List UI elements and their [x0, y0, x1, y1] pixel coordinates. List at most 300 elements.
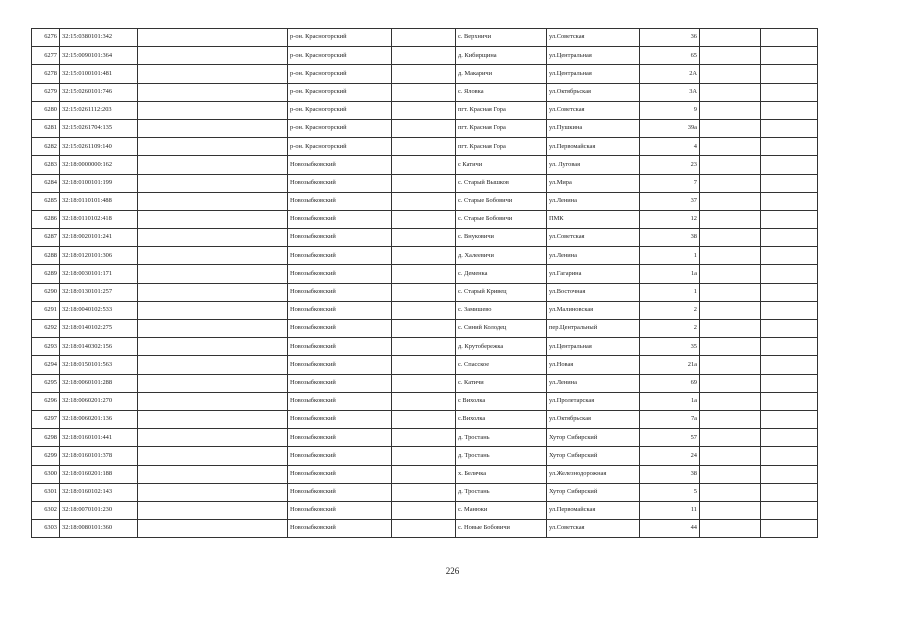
empty-cell: [761, 520, 818, 538]
row-number-cell: 6296: [32, 392, 60, 410]
cadastral-number-cell: 32:18:0060101:288: [60, 374, 138, 392]
table-row: [32, 192, 818, 210]
street-cell: ул. Луговая: [547, 156, 640, 174]
row-number-cell: 6291: [32, 301, 60, 319]
row-number-cell: 6290: [32, 283, 60, 301]
empty-cell: [392, 47, 456, 65]
settlement-cell: пгт. Красная Гора: [456, 101, 547, 119]
empty-cell: [138, 156, 288, 174]
house-number-cell: 35: [640, 338, 700, 356]
empty-cell: [761, 301, 818, 319]
street-cell: ПМК: [547, 210, 640, 228]
row-number-cell: 6300: [32, 465, 60, 483]
empty-cell: [392, 156, 456, 174]
house-number-cell: 12: [640, 210, 700, 228]
street-cell: ул.Малиновская: [547, 301, 640, 319]
row-number-cell: 6286: [32, 210, 60, 228]
empty-cell: [761, 47, 818, 65]
empty-cell: [700, 356, 761, 374]
street-cell: Хутор Сибирский: [547, 447, 640, 465]
empty-cell: [700, 447, 761, 465]
empty-cell: [138, 392, 288, 410]
empty-cell: [761, 429, 818, 447]
row-number-cell: 6302: [32, 501, 60, 519]
row-number-cell: 6279: [32, 83, 60, 101]
settlement-cell: с. Манюки: [456, 501, 547, 519]
house-number-cell: 1: [640, 283, 700, 301]
empty-cell: [761, 29, 818, 47]
house-number-cell: 3А: [640, 83, 700, 101]
empty-cell: [700, 301, 761, 319]
empty-cell: [761, 356, 818, 374]
empty-cell: [761, 320, 818, 338]
cadastral-number-cell: 32:18:0080101:360: [60, 520, 138, 538]
row-number-cell: 6288: [32, 247, 60, 265]
district-cell: Новозыбковский: [288, 320, 392, 338]
house-number-cell: 24: [640, 447, 700, 465]
district-cell: Новозыбковский: [288, 229, 392, 247]
street-cell: ул.Советская: [547, 29, 640, 47]
empty-cell: [761, 192, 818, 210]
cadastral-number-cell: 32:18:0160201:188: [60, 465, 138, 483]
empty-cell: [700, 229, 761, 247]
district-cell: р-он. Красногорский: [288, 83, 392, 101]
house-number-cell: 1а: [640, 265, 700, 283]
empty-cell: [761, 229, 818, 247]
empty-cell: [700, 174, 761, 192]
table-row: [32, 356, 818, 374]
empty-cell: [138, 429, 288, 447]
table-row: [32, 429, 818, 447]
settlement-cell: с. Замишево: [456, 301, 547, 319]
house-number-cell: 2А: [640, 65, 700, 83]
address-register-table: [31, 28, 818, 538]
house-number-cell: 5: [640, 483, 700, 501]
cadastral-number-cell: 32:18:0160102:143: [60, 483, 138, 501]
empty-cell: [138, 101, 288, 119]
cadastral-number-cell: 32:18:0140102:275: [60, 320, 138, 338]
empty-cell: [761, 210, 818, 228]
house-number-cell: 57: [640, 429, 700, 447]
house-number-cell: 38: [640, 229, 700, 247]
empty-cell: [392, 29, 456, 47]
district-cell: Новозыбковский: [288, 392, 392, 410]
empty-cell: [761, 101, 818, 119]
empty-cell: [138, 174, 288, 192]
empty-cell: [138, 301, 288, 319]
cadastral-number-cell: 32:15:0380101:342: [60, 29, 138, 47]
street-cell: ул.Пушкина: [547, 119, 640, 137]
table-row: [32, 301, 818, 319]
empty-cell: [392, 465, 456, 483]
district-cell: Новозыбковский: [288, 192, 392, 210]
row-number-cell: 6298: [32, 429, 60, 447]
empty-cell: [761, 283, 818, 301]
street-cell: ул.Октябрьская: [547, 410, 640, 428]
district-cell: Новозыбковский: [288, 447, 392, 465]
empty-cell: [392, 356, 456, 374]
district-cell: Новозыбковский: [288, 338, 392, 356]
empty-cell: [138, 283, 288, 301]
cadastral-number-cell: 32:18:0070101:230: [60, 501, 138, 519]
empty-cell: [392, 83, 456, 101]
settlement-cell: с. Внуковичи: [456, 229, 547, 247]
empty-cell: [700, 265, 761, 283]
empty-cell: [392, 210, 456, 228]
empty-cell: [392, 247, 456, 265]
empty-cell: [392, 192, 456, 210]
settlement-cell: с. Новые Бобовичи: [456, 520, 547, 538]
empty-cell: [700, 65, 761, 83]
settlement-cell: с. Катичи: [456, 374, 547, 392]
cadastral-number-cell: 32:15:0261112:203: [60, 101, 138, 119]
empty-cell: [138, 119, 288, 137]
district-cell: Новозыбковский: [288, 174, 392, 192]
empty-cell: [138, 247, 288, 265]
row-number-cell: 6278: [32, 65, 60, 83]
district-cell: Новозыбковский: [288, 210, 392, 228]
row-number-cell: 6276: [32, 29, 60, 47]
row-number-cell: 6282: [32, 138, 60, 156]
street-cell: пер.Центральный: [547, 320, 640, 338]
table-row: [32, 265, 818, 283]
house-number-cell: 38: [640, 465, 700, 483]
empty-cell: [138, 192, 288, 210]
cadastral-number-cell: 32:18:0100101:199: [60, 174, 138, 192]
table-row: [32, 338, 818, 356]
cadastral-number-cell: 32:18:0040102:533: [60, 301, 138, 319]
table-row: [32, 156, 818, 174]
street-cell: ул.Советская: [547, 101, 640, 119]
settlement-cell: д. Тростань: [456, 447, 547, 465]
district-cell: Новозыбковский: [288, 501, 392, 519]
cadastral-number-cell: 32:15:0090101:364: [60, 47, 138, 65]
empty-cell: [700, 119, 761, 137]
cadastral-number-cell: 32:18:0030101:171: [60, 265, 138, 283]
row-number-cell: 6285: [32, 192, 60, 210]
empty-cell: [761, 156, 818, 174]
house-number-cell: 36: [640, 29, 700, 47]
house-number-cell: 4: [640, 138, 700, 156]
street-cell: ул.Ленина: [547, 247, 640, 265]
district-cell: р-он. Красногорский: [288, 29, 392, 47]
cadastral-number-cell: 32:18:0110101:488: [60, 192, 138, 210]
empty-cell: [700, 374, 761, 392]
row-number-cell: 6281: [32, 119, 60, 137]
district-cell: р-он. Красногорский: [288, 47, 392, 65]
cadastral-number-cell: 32:18:0150101:563: [60, 356, 138, 374]
empty-cell: [700, 520, 761, 538]
empty-cell: [392, 483, 456, 501]
empty-cell: [761, 138, 818, 156]
street-cell: ул.Пролетарская: [547, 392, 640, 410]
cadastral-number-cell: 32:18:0140302:156: [60, 338, 138, 356]
district-cell: Новозыбковский: [288, 247, 392, 265]
street-cell: ул.Центральная: [547, 47, 640, 65]
empty-cell: [761, 483, 818, 501]
house-number-cell: 7а: [640, 410, 700, 428]
empty-cell: [138, 356, 288, 374]
empty-cell: [138, 374, 288, 392]
empty-cell: [138, 47, 288, 65]
row-number-cell: 6295: [32, 374, 60, 392]
house-number-cell: 9: [640, 101, 700, 119]
row-number-cell: 6303: [32, 520, 60, 538]
row-number-cell: 6287: [32, 229, 60, 247]
table-row: [32, 210, 818, 228]
settlement-cell: с Катичи: [456, 156, 547, 174]
empty-cell: [392, 374, 456, 392]
settlement-cell: д. Крутобережка: [456, 338, 547, 356]
house-number-cell: 69: [640, 374, 700, 392]
empty-cell: [700, 101, 761, 119]
empty-cell: [700, 192, 761, 210]
empty-cell: [761, 392, 818, 410]
settlement-cell: с. Деменка: [456, 265, 547, 283]
cadastral-number-cell: 32:18:0130101:257: [60, 283, 138, 301]
table-row: [32, 447, 818, 465]
settlement-cell: с. Верхничи: [456, 29, 547, 47]
empty-cell: [700, 283, 761, 301]
empty-cell: [700, 138, 761, 156]
cadastral-number-cell: 32:18:0060201:270: [60, 392, 138, 410]
settlement-cell: с. Старые Бобовичи: [456, 210, 547, 228]
empty-cell: [138, 483, 288, 501]
settlement-cell: с.Вихолка: [456, 410, 547, 428]
table-row: [32, 138, 818, 156]
empty-cell: [392, 301, 456, 319]
district-cell: Новозыбковский: [288, 483, 392, 501]
cadastral-number-cell: 32:18:0000000:162: [60, 156, 138, 174]
table-row: [32, 320, 818, 338]
empty-cell: [138, 520, 288, 538]
district-cell: Новозыбковский: [288, 410, 392, 428]
empty-cell: [392, 392, 456, 410]
row-number-cell: 6284: [32, 174, 60, 192]
empty-cell: [138, 447, 288, 465]
empty-cell: [392, 429, 456, 447]
empty-cell: [761, 465, 818, 483]
street-cell: ул.Гагарина: [547, 265, 640, 283]
empty-cell: [700, 29, 761, 47]
empty-cell: [761, 265, 818, 283]
settlement-cell: с. Старый Вышков: [456, 174, 547, 192]
empty-cell: [761, 410, 818, 428]
empty-cell: [392, 410, 456, 428]
empty-cell: [138, 29, 288, 47]
table-row: [32, 465, 818, 483]
empty-cell: [392, 119, 456, 137]
empty-cell: [700, 483, 761, 501]
settlement-cell: пгт. Красная Гора: [456, 138, 547, 156]
house-number-cell: 65: [640, 47, 700, 65]
district-cell: р-он. Красногорский: [288, 65, 392, 83]
house-number-cell: 39а: [640, 119, 700, 137]
table-row: [32, 410, 818, 428]
empty-cell: [138, 320, 288, 338]
cadastral-number-cell: 32:18:0160101:441: [60, 429, 138, 447]
empty-cell: [700, 156, 761, 174]
district-cell: Новозыбковский: [288, 429, 392, 447]
cadastral-number-cell: 32:15:0261704:135: [60, 119, 138, 137]
empty-cell: [138, 229, 288, 247]
table-row: [32, 483, 818, 501]
table-row: [32, 501, 818, 519]
empty-cell: [700, 247, 761, 265]
row-number-cell: 6283: [32, 156, 60, 174]
table-body: [32, 29, 818, 538]
empty-cell: [392, 320, 456, 338]
empty-cell: [761, 447, 818, 465]
street-cell: ул.Первомайская: [547, 501, 640, 519]
house-number-cell: 44: [640, 520, 700, 538]
settlement-cell: д. Тростань: [456, 429, 547, 447]
house-number-cell: 2: [640, 320, 700, 338]
empty-cell: [700, 338, 761, 356]
district-cell: р-он. Красногорский: [288, 119, 392, 137]
district-cell: Новозыбковский: [288, 374, 392, 392]
house-number-cell: 23: [640, 156, 700, 174]
empty-cell: [700, 465, 761, 483]
row-number-cell: 6292: [32, 320, 60, 338]
table-row: [32, 47, 818, 65]
empty-cell: [700, 320, 761, 338]
empty-cell: [761, 501, 818, 519]
empty-cell: [392, 265, 456, 283]
empty-cell: [138, 83, 288, 101]
empty-cell: [138, 501, 288, 519]
settlement-cell: д. Халеевичи: [456, 247, 547, 265]
house-number-cell: 1: [640, 247, 700, 265]
table-row: [32, 83, 818, 101]
empty-cell: [392, 520, 456, 538]
house-number-cell: 21а: [640, 356, 700, 374]
row-number-cell: 6280: [32, 101, 60, 119]
empty-cell: [761, 247, 818, 265]
street-cell: ул.Мира: [547, 174, 640, 192]
empty-cell: [761, 338, 818, 356]
empty-cell: [761, 119, 818, 137]
row-number-cell: 6294: [32, 356, 60, 374]
street-cell: ул.Ленина: [547, 374, 640, 392]
empty-cell: [761, 83, 818, 101]
empty-cell: [700, 501, 761, 519]
row-number-cell: 6277: [32, 47, 60, 65]
empty-cell: [392, 138, 456, 156]
settlement-cell: с. Спасское: [456, 356, 547, 374]
street-cell: ул.Новая: [547, 356, 640, 374]
empty-cell: [392, 501, 456, 519]
district-cell: Новозыбковский: [288, 520, 392, 538]
settlement-cell: д. Тростань: [456, 483, 547, 501]
street-cell: ул.Восточная: [547, 283, 640, 301]
row-number-cell: 6297: [32, 410, 60, 428]
district-cell: р-он. Красногорский: [288, 101, 392, 119]
settlement-cell: с. Старый Кривец: [456, 283, 547, 301]
cadastral-number-cell: 32:18:0020101:241: [60, 229, 138, 247]
district-cell: Новозыбковский: [288, 156, 392, 174]
empty-cell: [761, 174, 818, 192]
house-number-cell: 1а: [640, 392, 700, 410]
street-cell: ул.Первомайская: [547, 138, 640, 156]
house-number-cell: 7: [640, 174, 700, 192]
empty-cell: [138, 65, 288, 83]
street-cell: ул.Ленина: [547, 192, 640, 210]
empty-cell: [392, 65, 456, 83]
district-cell: р-он. Красногорский: [288, 138, 392, 156]
empty-cell: [700, 392, 761, 410]
row-number-cell: 6293: [32, 338, 60, 356]
empty-cell: [392, 338, 456, 356]
cadastral-number-cell: 32:18:0120101:306: [60, 247, 138, 265]
street-cell: ул.Центральная: [547, 338, 640, 356]
empty-cell: [700, 83, 761, 101]
street-cell: Хутор Сибирский: [547, 429, 640, 447]
empty-cell: [700, 410, 761, 428]
page-number: 226: [445, 566, 460, 576]
empty-cell: [138, 138, 288, 156]
table-row: [32, 520, 818, 538]
table-row: [32, 101, 818, 119]
district-cell: Новозыбковский: [288, 465, 392, 483]
table-row: [32, 283, 818, 301]
empty-cell: [392, 283, 456, 301]
table-row: [32, 229, 818, 247]
street-cell: ул.Центральная: [547, 65, 640, 83]
house-number-cell: 2: [640, 301, 700, 319]
empty-cell: [700, 210, 761, 228]
district-cell: Новозыбковский: [288, 283, 392, 301]
cadastral-number-cell: 32:15:0100101:481: [60, 65, 138, 83]
row-number-cell: 6289: [32, 265, 60, 283]
empty-cell: [392, 101, 456, 119]
table-row: [32, 29, 818, 47]
cadastral-number-cell: 32:18:0110102:418: [60, 210, 138, 228]
settlement-cell: с Вихолка: [456, 392, 547, 410]
row-number-cell: 6299: [32, 447, 60, 465]
settlement-cell: с. Синий Колодец: [456, 320, 547, 338]
empty-cell: [761, 374, 818, 392]
empty-cell: [392, 447, 456, 465]
empty-cell: [138, 465, 288, 483]
cadastral-number-cell: 32:18:0060201:136: [60, 410, 138, 428]
empty-cell: [761, 65, 818, 83]
district-cell: Новозыбковский: [288, 356, 392, 374]
street-cell: ул.Советская: [547, 520, 640, 538]
street-cell: ул.Железнодорожная: [547, 465, 640, 483]
street-cell: ул.Советская: [547, 229, 640, 247]
house-number-cell: 11: [640, 501, 700, 519]
settlement-cell: д. Кибирщина: [456, 47, 547, 65]
empty-cell: [138, 265, 288, 283]
settlement-cell: с. Яловка: [456, 83, 547, 101]
district-cell: Новозыбковский: [288, 301, 392, 319]
table-row: [32, 374, 818, 392]
settlement-cell: пгт. Красная Гора: [456, 119, 547, 137]
table-row: [32, 65, 818, 83]
table-row: [32, 119, 818, 137]
table-row: [32, 247, 818, 265]
street-cell: ул.Октябрьская: [547, 83, 640, 101]
district-cell: Новозыбковский: [288, 265, 392, 283]
empty-cell: [700, 429, 761, 447]
empty-cell: [392, 229, 456, 247]
cadastral-number-cell: 32:15:0261109:140: [60, 138, 138, 156]
table-row: [32, 392, 818, 410]
street-cell: Хутор Сибирский: [547, 483, 640, 501]
settlement-cell: с. Старые Бобовичи: [456, 192, 547, 210]
empty-cell: [138, 210, 288, 228]
